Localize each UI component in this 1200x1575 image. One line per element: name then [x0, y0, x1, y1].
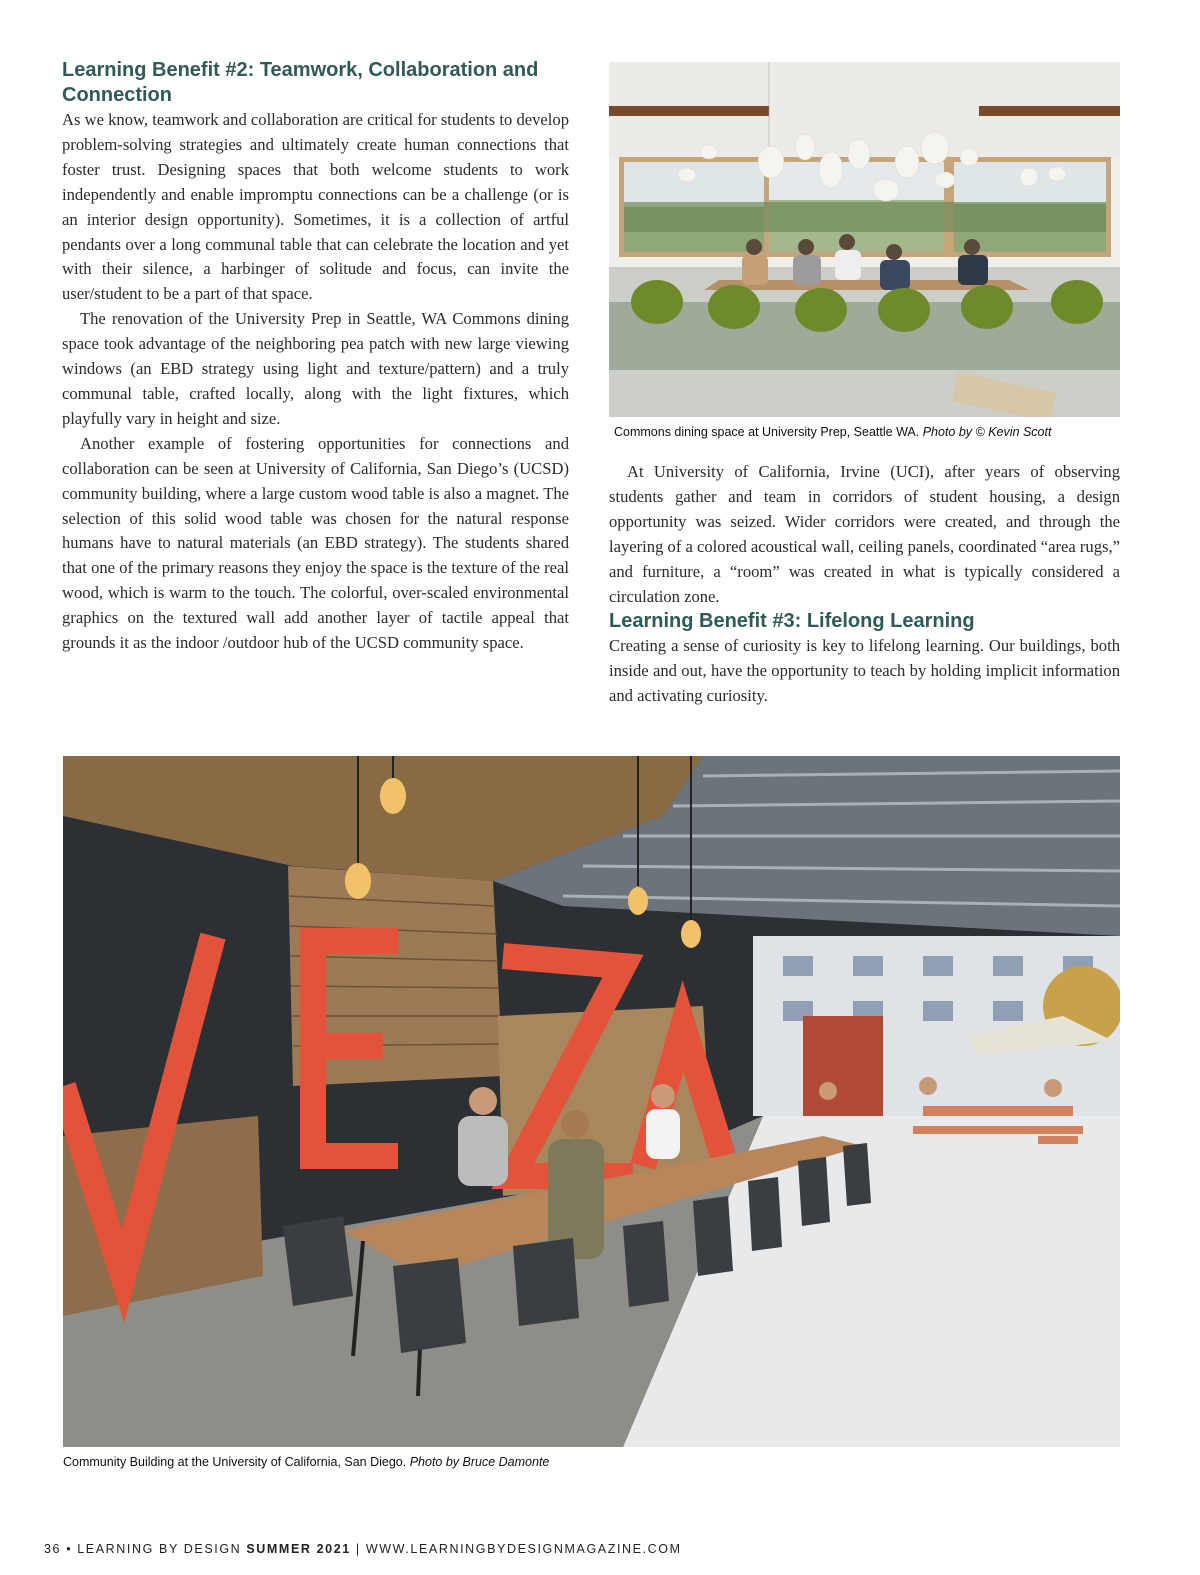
commons-dining-photo	[609, 62, 1120, 417]
issue-label: SUMMER 2021	[246, 1542, 351, 1556]
ucsd-community-building-photo	[63, 756, 1120, 1447]
photo-credit: Photo by Bruce Damonte	[409, 1455, 550, 1469]
photo-credit: Photo by © Kevin Scott	[922, 425, 1052, 439]
publication-name: LEARNING BY DESIGN	[77, 1542, 242, 1556]
section-heading-learning-benefit-3: Learning Benefit #3: Lifelong Learning	[609, 610, 975, 633]
caption-text: Commons dining space at University Prep, Seattle WA.	[614, 425, 920, 439]
commons-photo-caption	[614, 425, 1051, 439]
page-footer	[44, 1542, 682, 1556]
paragraph-uci: At University of California, Irvine (UCI), after years of observing students gather and team in corridors of student housing, a design opportunity was seized. Wider corridors were created, and through the layering of a colored acoustical wall, ceiling panels, coordinated “area rugs,” and furniture, a “room” was created in what is typically considered a circulation zone.	[609, 462, 1120, 606]
section-heading-learning-benefit-2: Learning Benefit #2: Teamwork, Collaboration and Connection	[62, 59, 539, 106]
left-column	[62, 58, 569, 656]
caption-text: Community Building at the University of California, San Diego.	[63, 1455, 407, 1469]
paragraph-lifelong-learning: Creating a sense of curiosity is key to lifelong learning. Our buildings, both inside and out, have the opportunity to teach by holding implicit information and activating curiosity.	[609, 636, 1120, 706]
magazine-url: WWW.LEARNINGBYDESIGNMAGAZINE.COM	[365, 1542, 682, 1556]
paragraph-university-prep: The renovation of the University Prep in Seattle, WA Commons dining space took advantage of the neighboring pea patch with new large viewing windows (an EBD strategy using light and texture/pattern) and a truly communal table, crafted locally, along with the light fixtures, which playfully vary in height and size.	[62, 309, 569, 428]
ucsd-photo-caption	[63, 1455, 549, 1469]
footer-bullet: •	[66, 1542, 73, 1556]
footer-separator: |	[355, 1542, 361, 1556]
right-column	[609, 460, 1120, 709]
paragraph-ucsd: Another example of fostering opportunities for connections and collaboration can be seen at University of California, San Diego’s (UCSD) community building, where a large custom wood table is also a magnet. The selection of this solid wood table was chosen for the natural response humans have to natural materials (an EBD strategy). The students shared that one of the primary reasons they enjoy the space is the texture of the real wood, which is warm to the touch. The colorful, over-scaled environmental graphics on the textured wall add another layer of tactile appeal that grounds it as the indoor /outdoor hub of the UCSD community space.	[62, 433, 569, 653]
page-number: 36	[44, 1542, 62, 1556]
paragraph-teamwork-intro: As we know, teamwork and collaboration are critical for students to develop problem-solving strategies and ultimately create human connections that foster trust. Designing spaces that both welcome students to work independently and enable impromptu connections can be a challenge (or is an interior design opportunity). Sometimes, it is a collection of artful pendants over a long communal table that can celebrate the location and yet with their silence, a harbinger of solitude and focus, can invite the user/student to be a part of that space.	[62, 110, 569, 304]
